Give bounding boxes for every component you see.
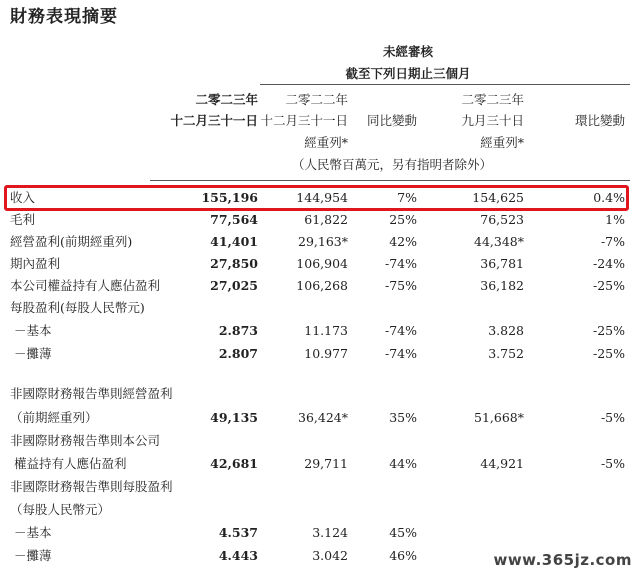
cell-q4-2022: 11.173 <box>304 323 348 338</box>
table-row <box>0 430 640 452</box>
col4-date: 九月三十日 <box>461 113 524 128</box>
cell-qoq: -25% <box>592 323 625 338</box>
cell-q4-2023: 2.807 <box>218 346 258 361</box>
cell-q4-2022: 106,904 <box>296 256 348 271</box>
cell-qoq: 1% <box>605 212 625 227</box>
col4-restated: 經重列* <box>480 135 524 150</box>
row-label: （每股人民幣元） <box>10 502 111 517</box>
cell-yoy: -74% <box>384 323 417 338</box>
row-label: 權益持有人應佔盈利 <box>14 456 127 471</box>
unit-note: （人民幣百萬元，另有指明者除外） <box>291 157 492 172</box>
table-row <box>0 253 640 275</box>
row-label: －基本 <box>14 525 52 540</box>
unaudited-header: 未經審核 <box>382 44 433 59</box>
cell-yoy: -74% <box>384 256 417 271</box>
cell-yoy: 46% <box>389 548 417 563</box>
row-label: －攤薄 <box>14 346 52 361</box>
cell-q4-2023: 49,135 <box>210 410 258 425</box>
cell-yoy: 35% <box>389 410 417 425</box>
cell-qoq: -24% <box>592 256 625 271</box>
cell-q4-2023: 155,196 <box>201 190 258 205</box>
cell-qoq: -25% <box>592 278 625 293</box>
cell-q3-2023: 3.752 <box>488 346 524 361</box>
cell-yoy: -74% <box>384 346 417 361</box>
period-header-rule <box>260 84 630 85</box>
cell-qoq: -25% <box>592 346 625 361</box>
col4-year: 二零二三年 <box>461 92 524 107</box>
cell-yoy: 45% <box>389 525 417 540</box>
cell-q4-2023: 42,681 <box>210 456 258 471</box>
table-row <box>0 209 640 231</box>
cell-yoy: -75% <box>384 278 417 293</box>
cell-qoq: -7% <box>600 234 625 249</box>
cell-q4-2022: 3.124 <box>312 525 348 540</box>
cell-q4-2023: 4.443 <box>218 548 258 563</box>
cell-q4-2023: 4.537 <box>218 525 258 540</box>
cell-q3-2023: 36,781 <box>480 256 524 271</box>
cell-q4-2023: 41,401 <box>210 234 258 249</box>
table-row <box>0 522 640 544</box>
col1-date: 十二月三十一日 <box>170 113 258 128</box>
cell-qoq: -5% <box>600 410 625 425</box>
col2-restated: 經重列* <box>304 135 348 150</box>
row-label: （前期經重列） <box>10 410 98 425</box>
cell-yoy: 42% <box>389 234 417 249</box>
cell-q4-2022: 29,711 <box>304 456 348 471</box>
table-row <box>0 187 640 209</box>
cell-q4-2022: 29,163* <box>298 234 348 249</box>
cell-q3-2023: 154,625 <box>472 190 524 205</box>
cell-yoy: 7% <box>397 190 417 205</box>
cell-q4-2023: 77,564 <box>210 212 258 227</box>
cell-q3-2023: 3.828 <box>488 323 524 338</box>
row-label: 非國際財務報告準則本公司 <box>10 433 161 448</box>
row-label: 毛利 <box>10 212 36 227</box>
col1-year: 二零二三年 <box>195 92 258 107</box>
cell-q4-2022: 3.042 <box>312 548 348 563</box>
col2-year: 二零二二年 <box>285 92 348 107</box>
table-row <box>0 383 640 405</box>
row-label: 經營盈利(前期經重列) <box>10 234 133 249</box>
col2-date: 十二月三十一日 <box>260 113 348 128</box>
row-label: 期內盈利 <box>10 256 61 271</box>
table-row <box>0 407 640 429</box>
cell-q4-2022: 106,268 <box>296 278 348 293</box>
cell-yoy: 25% <box>389 212 417 227</box>
cell-q4-2022: 61,822 <box>304 212 348 227</box>
cell-q4-2022: 36,424* <box>298 410 348 425</box>
row-label: 每股盈利(每股人民幣元) <box>10 300 145 315</box>
col3-yoy: 同比變動 <box>366 113 417 128</box>
page-title: 財務表現摘要 <box>10 7 118 27</box>
row-label: 非國際財務報告準則每股盈利 <box>10 479 173 494</box>
cell-q3-2023: 44,348* <box>474 234 524 249</box>
row-label: －攤薄 <box>14 548 52 563</box>
site-watermark: www.365jz.com <box>493 551 632 569</box>
cell-q4-2023: 27,025 <box>210 278 258 293</box>
row-label: 非國際財務報告準則經營盈利 <box>10 386 173 401</box>
header-bottom-rule <box>150 180 630 181</box>
col5-qoq: 環比變動 <box>574 113 625 128</box>
period-header: 截至下列日期止三個月 <box>345 66 471 81</box>
cell-q4-2022: 144,954 <box>296 190 348 205</box>
table-row <box>0 320 640 342</box>
cell-yoy: 44% <box>389 456 417 471</box>
row-label: 本公司權益持有人應佔盈利 <box>10 278 161 293</box>
cell-q3-2023: 51,668* <box>474 410 524 425</box>
table-row <box>0 275 640 297</box>
cell-q3-2023: 76,523 <box>480 212 524 227</box>
table-row <box>0 231 640 253</box>
cell-q4-2022: 10.977 <box>304 346 348 361</box>
table-row <box>0 297 640 319</box>
row-label: 收入 <box>10 190 36 205</box>
table-row <box>0 499 640 521</box>
cell-qoq: -5% <box>600 456 625 471</box>
cell-q3-2023: 36,182 <box>480 278 524 293</box>
cell-q3-2023: 44,921 <box>480 456 524 471</box>
cell-qoq: 0.4% <box>593 190 625 205</box>
cell-q4-2023: 2.873 <box>218 323 258 338</box>
row-label: －基本 <box>14 323 52 338</box>
table-row <box>0 343 640 365</box>
table-row <box>0 453 640 475</box>
cell-q4-2023: 27,850 <box>210 256 258 271</box>
table-row <box>0 476 640 498</box>
